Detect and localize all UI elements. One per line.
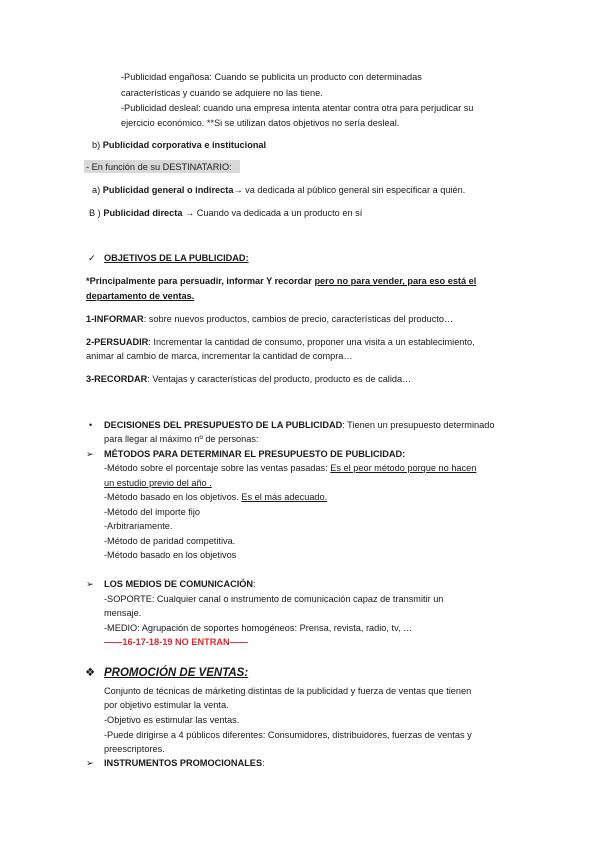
bullet-icon: •	[89, 420, 93, 430]
text-line: características y cuando se adquiere no las tiene.	[121, 88, 323, 98]
text-line	[86, 275, 476, 287]
subitem-b-directa	[89, 207, 362, 219]
section-title-objetivos: OBJETIVOS DE LA PUBLICIDAD:	[104, 253, 249, 263]
red-note: ——16-17-18-19 NO ENTRAN——	[104, 637, 248, 647]
underlined-text: un estudio previo del año .	[104, 478, 212, 488]
section-title-promocion: PROMOCIÓN DE VENTAS:	[104, 667, 249, 679]
subitem-prefix: B )	[89, 208, 101, 218]
objective-label: 1-INFORMAR	[86, 314, 144, 324]
method-item	[104, 462, 476, 474]
text-line	[104, 419, 494, 431]
subitem-b	[92, 139, 266, 151]
text-line: mensaje.	[104, 608, 142, 618]
checkmark-icon: ✓	[88, 253, 96, 263]
subitem-text: → Cuando va dedicada a un producto en sí	[185, 208, 363, 218]
text-line: Conjunto de técnicas de márketing distintas de la publicidad y fuerza de ventas que tienen	[104, 686, 472, 696]
subitem-title: Publicidad directa	[103, 208, 183, 218]
section-title-text: LOS MEDIOS DE COMUNICACIÓN	[104, 579, 254, 589]
subitem-title: Publicidad corporativa e institucional	[102, 140, 267, 150]
text-line: -Objetivo es estimular las ventas.	[104, 715, 240, 725]
method-item: -Método basado en los objetivos	[104, 550, 237, 560]
objective-label: 3-RECORDAR	[86, 374, 148, 384]
text-line: ejercicio económico. **Si se utilizan datos objetivos no sería desleal.	[121, 118, 400, 128]
underlined-text: departamento de ventas.	[86, 291, 195, 301]
diamond-bullet-icon: ❖	[85, 667, 96, 679]
subitem-text: → va dedicada al público general sin especificar a quién.	[233, 185, 466, 195]
objective-text: : Incrementar la cantidad de consumo, proponer una visita a un establecimiento,	[148, 337, 475, 347]
method-text: -Método sobre el porcentaje sobre las ventas pasadas:	[104, 463, 328, 473]
text-line: -SOPORTE: Cualquier canal o instrumento de comunicación capaz de transmitir un	[104, 594, 444, 604]
objective-persuadir	[86, 336, 475, 348]
colon: :	[262, 758, 265, 768]
objective-label: 2-PERSUADIR	[86, 337, 149, 347]
subitem-prefix: a)	[92, 185, 101, 195]
arrow-bullet-icon: ➢	[86, 449, 94, 459]
objective-recordar	[86, 373, 411, 385]
text-line: preescriptores.	[104, 744, 165, 754]
method-text: -Método basado en los objetivos.	[104, 492, 239, 502]
section-title-instrumentos	[104, 757, 265, 769]
arrow-bullet-icon: ➢	[86, 758, 94, 768]
text-line: por objetivo estimular la venta.	[104, 700, 229, 710]
text-line: animar al cambio de marca, incrementar la cantidad de compra…	[86, 351, 353, 361]
section-title-text: INSTRUMENTOS PROMOCIONALES	[104, 758, 263, 768]
section-title-metodos: MÉTODOS PARA DETERMINAR EL PRESUPUESTO DE PUBLICIDAD:	[104, 449, 406, 459]
text-line: para llegar al máximo nº de personas:	[104, 434, 259, 444]
method-item	[104, 491, 327, 503]
bold-text: DECISIONES DEL PRESUPUESTO DE LA PUBLICIDAD	[104, 420, 343, 430]
text-line: -Publicidad engañosa: Cuando se publicita un producto con determinadas	[121, 72, 422, 82]
method-item: -Método del importe fijo	[104, 507, 201, 517]
colon: :	[253, 579, 256, 589]
underlined-text: Es el peor método porque no hacen	[330, 463, 477, 473]
text-line: -Puede dirigirse a 4 públicos diferentes: Consumidores, distribuidores, fuerzas de ventas y	[104, 730, 472, 740]
method-item: -Método de paridad competitiva.	[104, 536, 236, 546]
subitem-prefix: b)	[92, 140, 101, 150]
section-heading-destinatario: - En función de su DESTINATARIO:	[86, 162, 232, 172]
method-item: -Arbitrariamente.	[104, 521, 173, 531]
text-line: -MEDIO: Agrupación de soportes homogéneos: Prensa, revista, radio, tv, …	[104, 623, 413, 633]
arrow-bullet-icon: ➢	[86, 579, 94, 589]
section-title-medios	[104, 578, 256, 590]
objective-text: : Ventajas y características del producto, producto es de calida…	[147, 374, 412, 384]
objective-text: : sobre nuevos productos, cambios de precio, características del producto…	[143, 314, 454, 324]
bold-text: *Principalmente para persuadir, informar Y recordar	[86, 276, 312, 286]
subitem-a	[92, 184, 465, 196]
subitem-title: Publicidad general o indirecta	[102, 185, 234, 195]
objective-informar	[86, 313, 453, 325]
text-line: -Publicidad desleal: cuando una empresa intenta atentar contra otra para perjudicar su	[121, 103, 474, 113]
underlined-text: Es el más adecuado.	[241, 492, 328, 502]
underlined-text: pero no para vender, para eso está el	[314, 276, 477, 286]
text: : Tienen un presupuesto determinado	[342, 420, 495, 430]
